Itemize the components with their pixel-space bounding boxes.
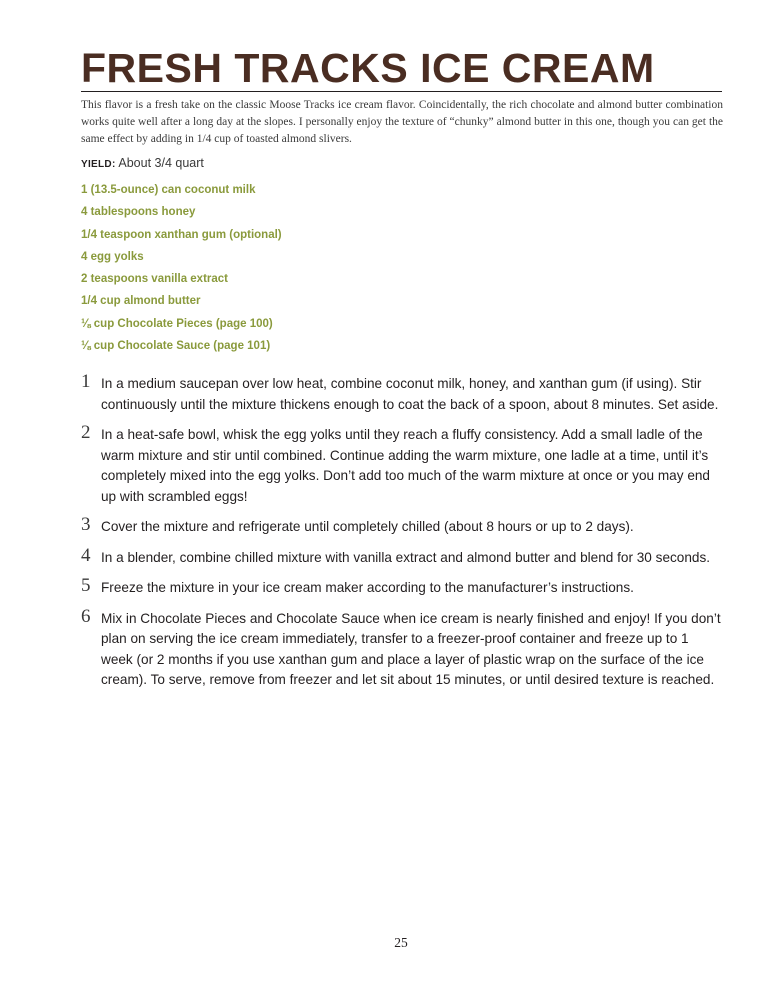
ingredient-item: 2 teaspoons vanilla extract — [81, 273, 229, 286]
recipe-intro: This flavor is a fresh take on the classic Moose Tracks ice cream flavor. Coincidentally, the rich chocolate and almond butter combination works quite well after a long day at the slopes. I personally enjoy the texture of “chunky” almond butter in this one, though you can get the same effect by adding in 1/4 cup of toasted almond slivers. — [81, 99, 723, 145]
ingredient-item: ⅛ cup Chocolate Pieces (page 100) — [81, 317, 273, 330]
instruction-step — [81, 575, 723, 599]
yield-label: YIELD: — [81, 159, 116, 170]
yield-value: About 3/4 quart — [118, 156, 204, 170]
instruction-step — [81, 514, 723, 538]
step-text: In a blender, combine chilled mixture with vanilla extract and almond butter and blend for 30 seconds. — [101, 549, 711, 565]
step-text: In a medium saucepan over low heat, combine coconut milk, honey, and xanthan gum (if using). Stir continuously until the mixture thickens enough to coat the back of a spoon, about 8 minutes. Set aside. — [101, 376, 719, 412]
ingredient-item: 4 egg yolks — [81, 250, 144, 263]
step-text: Mix in Chocolate Pieces and Chocolate Sauce when ice cream is nearly finished and enjoy! If you don’t plan on serving the ice cream immediately, transfer to a freezer-proof container and freeze up to 1 week (or 2 months if you use xanthan gum and place a layer of plastic wrap on the surface of the ice cream). To serve, remove from freezer and let sit about 15 minutes, or until desired texture is reached. — [101, 610, 721, 687]
ingredient-item: 1/4 teaspoon xanthan gum (optional) — [81, 228, 282, 241]
ingredient-list — [81, 179, 282, 357]
instruction-list — [81, 371, 723, 701]
recipe-title: FRESH TRACKS ICE CREAM — [81, 45, 655, 91]
title-divider — [81, 91, 722, 92]
step-number: 1 — [81, 371, 91, 392]
step-text: In a heat-safe bowl, whisk the egg yolks until they reach a fluffy consistency. Add a small ladle of the warm mixture and stir until combined. Continue adding the warm mixture, one ladle at a time, until it’s completely mixed into the egg yolks. Don’t add too much of the warm mixture at once or you may end up with scrambled eggs! — [101, 427, 710, 504]
step-text: Cover the mixture and refrigerate until completely chilled (about 8 hours or up to 2 days). — [101, 519, 634, 534]
page-number: 25 — [394, 935, 408, 950]
ingredient-item: ⅛ cup Chocolate Sauce (page 101) — [81, 340, 271, 353]
step-number: 2 — [81, 422, 91, 443]
instruction-step — [81, 422, 723, 507]
step-number: 6 — [81, 605, 91, 627]
step-text: Freeze the mixture in your ice cream maker according to the manufacturer’s instructions. — [101, 580, 634, 595]
step-number: 3 — [81, 514, 91, 535]
step-number: 5 — [81, 575, 91, 596]
yield-line — [81, 155, 204, 173]
instruction-step — [81, 605, 723, 691]
instruction-step — [81, 371, 723, 415]
step-number: 4 — [81, 544, 91, 566]
ingredient-item: 1 (13.5-ounce) can coconut milk — [81, 184, 256, 196]
ingredient-item: 4 tablespoons honey — [81, 206, 196, 219]
instruction-step — [81, 544, 723, 569]
ingredient-item: 1/4 cup almond butter — [81, 295, 201, 308]
